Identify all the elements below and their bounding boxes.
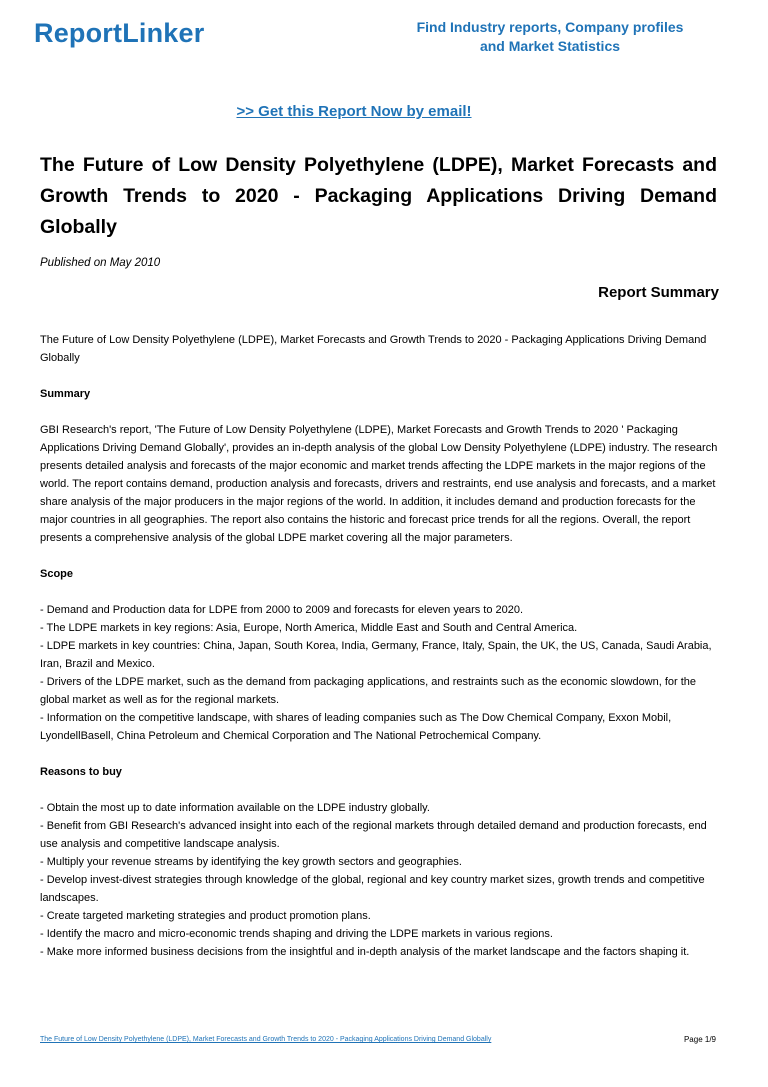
reason-item: - Make more informed business decisions from the insightful and in-depth analysis of the market landscape and the factors shaping it. [40, 946, 690, 958]
reason-item: - Develop invest-divest strategies through knowledge of the global, regional and key country market sizes, growth trends and competitive landscapes. [40, 874, 705, 904]
scope-heading: Scope [40, 568, 74, 580]
summary-heading: Summary [40, 388, 91, 400]
reportlinker-logo[interactable]: ReportLinker [34, 18, 205, 48]
scope-item: - Information on the competitive landscape, with shares of leading companies such as The Dow Chemical Company, Exxon Mobil, LyondellBasell, China Petroleum and Chemical Corporation and The National Petrochemical Company. [40, 712, 672, 742]
reason-item: - Create targeted marketing strategies and product promotion plans. [40, 910, 371, 922]
report-title: The Future of Low Density Polyethylene (LDPE), Market Forecasts and Growth Trends to 2020 - Packaging Applications Driving Demand Globally [40, 154, 717, 238]
reason-item: - Benefit from GBI Research's advanced insight into each of the regional markets through detailed demand and production forecasts, end use analysis and competitive landscape analysis. [40, 820, 707, 850]
header-tagline [395, 18, 705, 56]
report-summary-heading: Report Summary [598, 284, 719, 301]
scope-item: - Drivers of the LDPE market, such as the demand from packaging applications, and restraints such as the economic slowdown, for the global market as well as for the regional markets. [40, 676, 697, 706]
summary-paragraph: GBI Research's report, 'The Future of Low Density Polyethylene (LDPE), Market Forecasts and Growth Trends to 2020 ' Packaging Applications Driving Demand Globally', provides an in-depth analysis of the global Low Density Polyethylene (LDPE) industry. The research presents detailed analysis and forecasts of the major economic and market trends affecting the LDPE markets in the major regions of the world. The report contains demand, production analysis and forecasts, drivers and restraints, end use analysis and forecasts, and a market share analysis of the major producers in the major regions of the world. In addition, it includes demand and production forecasts for the major countries in all geographies. The report also contains the historic and forecast price trends for all the regions. Overall, the report presents a comprehensive analysis of the global LDPE market covering all the major parameters. [40, 424, 718, 544]
page-number: Page 1/9 [683, 1035, 716, 1044]
reasons-heading: Reasons to buy [40, 766, 122, 778]
reason-item: - Identify the macro and micro-economic trends shaping and driving the LDPE markets in various regions. [40, 928, 553, 940]
scope-item: - LDPE markets in key countries: China, Japan, South Korea, India, Germany, France, Italy, Spain, the UK, the US, Canada, Saudi Arabia, Iran, Brazil and Mexico. [40, 640, 712, 670]
reason-item: - Obtain the most up to date information available on the LDPE industry globally. [40, 802, 430, 814]
intro-paragraph: The Future of Low Density Polyethylene (LDPE), Market Forecasts and Growth Trends to 2020 - Packaging Applications Driving Demand Globally [40, 334, 707, 364]
report-body [40, 331, 725, 961]
scope-item: - Demand and Production data for LDPE from 2000 to 2009 and forecasts for eleven years to 2020. [40, 604, 524, 616]
scope-list [40, 601, 725, 745]
published-date: Published on May 2010 [40, 257, 161, 269]
reasons-list [40, 799, 725, 961]
reason-item: - Multiply your revenue streams by identifying the key growth sectors and geographies. [40, 856, 462, 868]
footer-report-link[interactable]: The Future of Low Density Polyethylene (LDPE), Market Forecasts and Growth Trends to 2020 - Packaging Applications Driving Demand Globally [40, 1036, 492, 1043]
scope-item: - The LDPE markets in key regions: Asia, Europe, North America, Middle East and South and Central America. [40, 622, 578, 634]
tagline-line-1: Find Industry reports, Company profiles [416, 19, 684, 35]
tagline-line-2: and Market Statistics [479, 38, 621, 54]
get-report-email-link[interactable]: >> Get this Report Now by email! [236, 103, 472, 120]
